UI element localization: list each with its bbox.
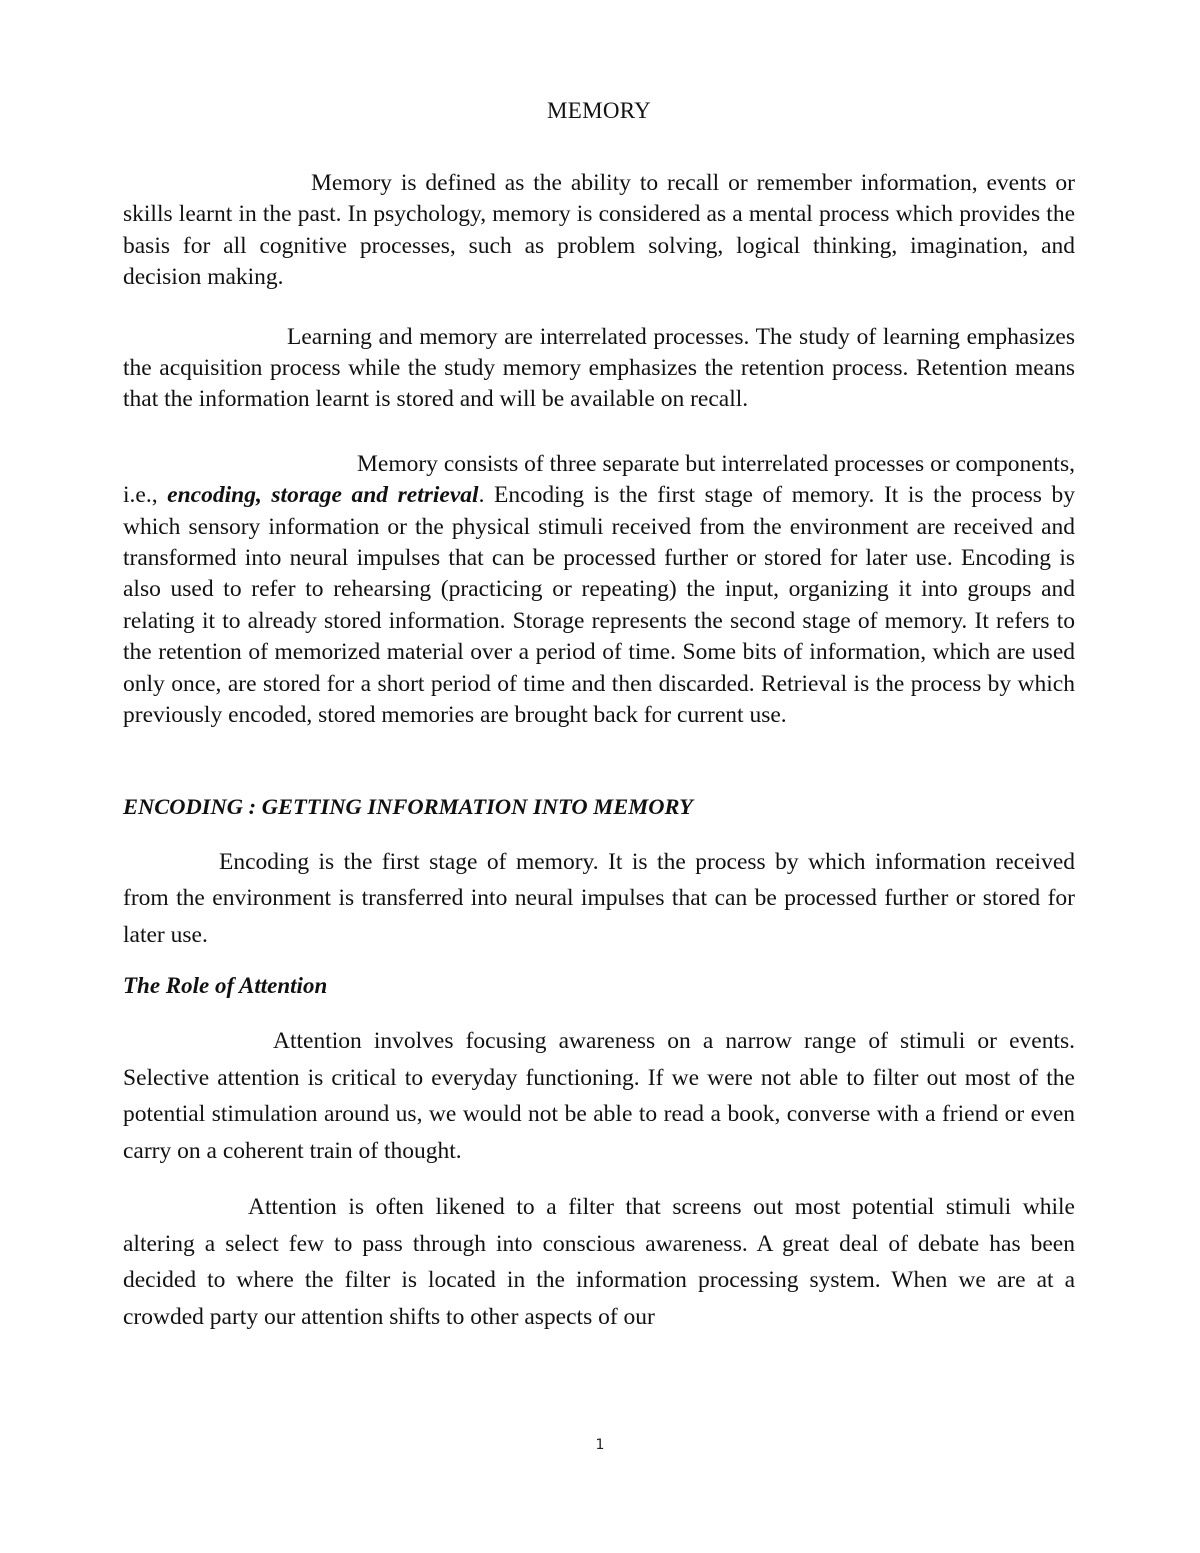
paragraph-attention-filter: Attention is often likened to a filter that screens out most potential stimuli while altering a select few to pass through into conscious awareness. A great deal of debate has been decided to where the filter is located in the information processing system. When we are at a crowded party our attention shifts to other aspects of our xyxy=(123,1194,1075,1330)
paragraph-learning-and-memory: Learning and memory are interrelated processes. The study of learning emphasizes the acquisition process while the study memory emphasizes the retention process. Retention means that the information learnt is stored and will be available on recall. xyxy=(123,323,1075,413)
paragraph-attention: Attention involves focusing awareness on a narrow range of stimuli or events. Selective attention is critical to everyday functioning. If we were not able to filter out most of the potential stimulation around us, we would not be able to read a book, converse with a friend or even carry on a coherent train of thought. xyxy=(123,1028,1075,1164)
paragraph-memory-processes xyxy=(123,449,1075,732)
paragraph-encoding: Encoding is the first stage of memory. It is the process by which information received from the environment is transferred into neural impulses that can be processed further or stored for later use. xyxy=(123,848,1075,948)
section-heading-encoding: ENCODING : GETTING INFORMATION INTO MEMORY xyxy=(123,793,693,819)
paragraph-text: . Encoding is the first stage of memory. It is the process by which sensory information or the physical stimuli received from the environment are received and transformed into neural impulses that can be processed further or stored for later use. Encoding is also used to refer to rehearsing (practicing or repeating) the input, organizing it into groups and relating it to already stored information. Storage represents the second stage of memory. It refers to the retention of memorized material over a period of time. Some bits of information, which are used only once, are stored for a short period of time and then discarded. Retrieval is the process by which previously encoded, stored memories are brought back for current use. xyxy=(123,482,1075,729)
emphasized-terms: encoding, storage and retrieval xyxy=(167,482,479,509)
paragraph-text: Memory consists of three separate but interrelated processes or components, i.e., xyxy=(123,450,1075,509)
paragraph-memory-definition: Memory is defined as the ability to recall or remember information, events or skills learnt in the past. In psychology, memory is considered as a mental process which provides the basis for all cognitive processes, such as problem solving, logical thinking, imagination, and decision making. xyxy=(123,170,1075,291)
page-number: 1 xyxy=(595,1437,605,1453)
page-title: MEMORY xyxy=(546,98,652,123)
document-page xyxy=(123,98,1075,1335)
subheading-role-of-attention: The Role of Attention xyxy=(123,973,328,998)
